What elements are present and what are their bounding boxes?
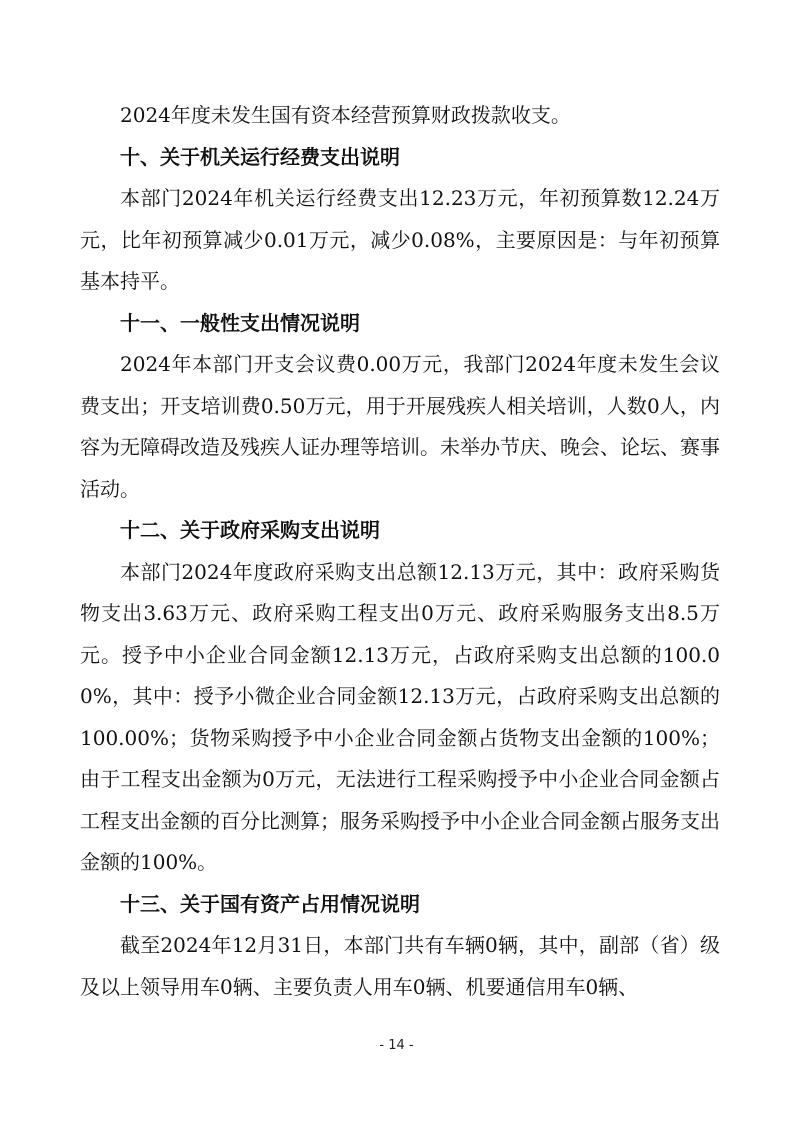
paragraph-section-12: 本部门2024年度政府采购支出总额12.13万元，其中：政府采购货物支出3.63万元、政府采购工程支出0万元、政府采购服务支出8.5万元。授予中小企业合同金额12.13万元，占政府采购支出总额的100.00%，其中：授予小微企业合同金额12.13万元，占政府采购支出总额的100.00%；货物采购授予中小企业合同金额占货物支出金额的100%；由于工程支出金额为0万元，无法进行工程采购授予中小企业合同金额占工程支出金额的百分比测算；服务采购授予中小企业合同金额占服务支出金额的100%。 (80, 559, 720, 874)
paragraph-section-13: 截至2024年12月31日，本部门共有车辆0辆，其中，副部（省）级及以上领导用车0辆、主要负责人用车0辆、机要通信用车0辆、 (80, 933, 720, 999)
paragraph-intro: 2024年度未发生国有资本经营预算财政拨款收支。 (120, 103, 571, 127)
document-page (80, 95, 720, 1008)
section-heading-13: 十三、关于国有资产占用情况说明 (120, 891, 420, 916)
section-heading-11: 十一、一般性支出情况说明 (120, 310, 360, 335)
page-number: - 14 - (379, 1038, 414, 1053)
section-heading-12: 十二、关于政府采购支出说明 (120, 518, 380, 542)
section-heading-10: 十、关于机关运行经费支出说明 (120, 144, 400, 169)
paragraph-section-11: 2024年本部门开支会议费0.00万元，我部门2024年度未发生会议费支出；开支培训费0.50万元，用于开展残疾人相关培训，人数0人，内容为无障碍改造及残疾人证办理等培训。未举办节庆、晚会、论坛、赛事活动。 (80, 352, 720, 501)
paragraph-section-10: 本部门2024年机关运行经费支出12.23万元，年初预算数12.24万元，比年初预算减少0.01万元，减少0.08%，主要原因是：与年初预算基本持平。 (80, 186, 720, 293)
